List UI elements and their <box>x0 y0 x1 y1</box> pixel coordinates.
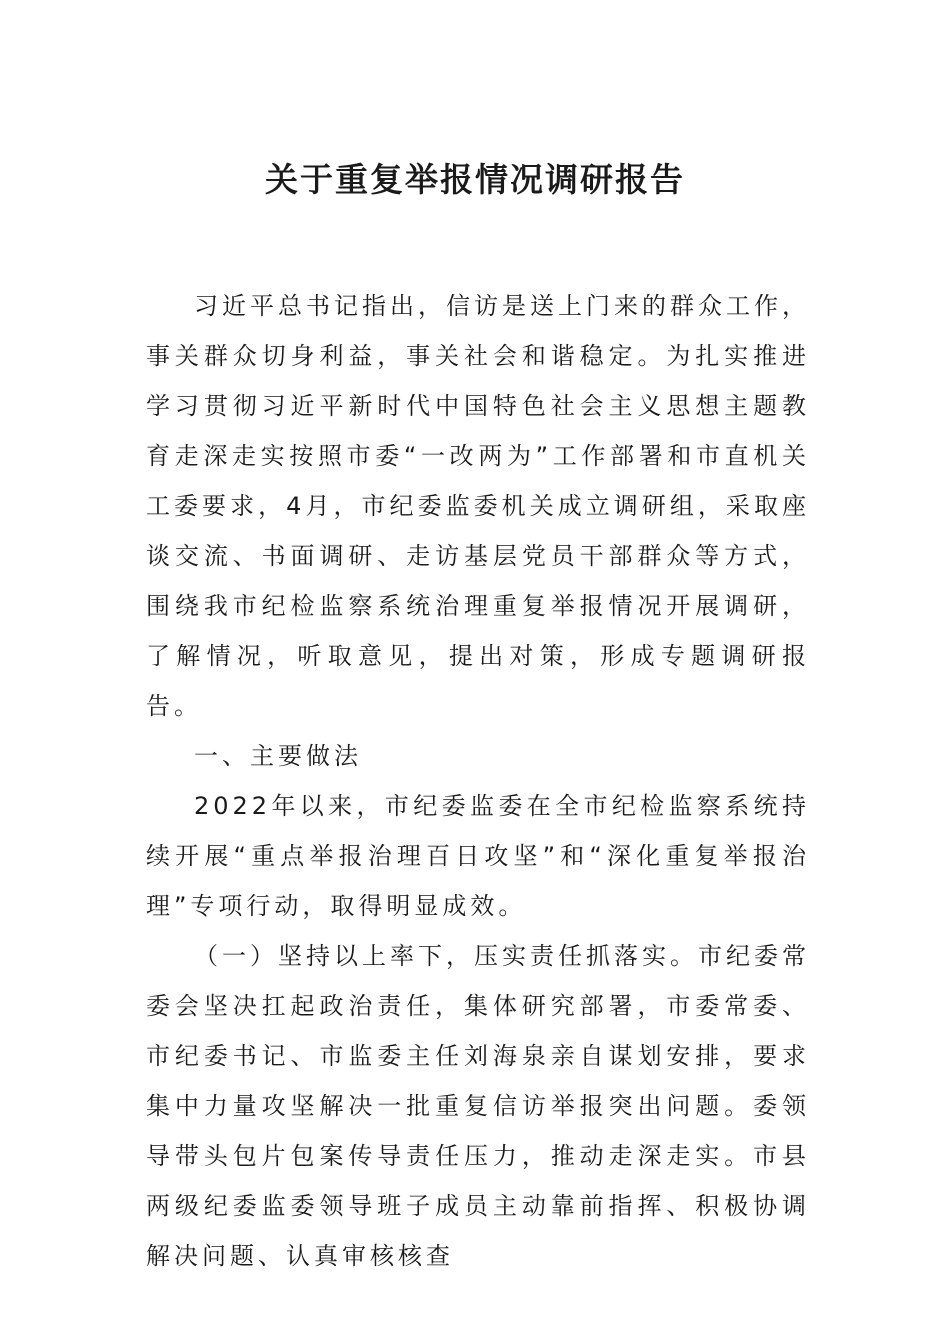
section-heading-1: 一、主要做法 <box>194 742 362 770</box>
intro-paragraph: 习近平总书记指出，信访是送上门来的群众工作，事关群众切身利益，事关社会和谐稳定。为扎实推进学习贯彻习近平新时代中国特色社会主义思想主题教育走深走实按照市委“一改两为”工作部署和市直机关工委要求，4月，市纪委监委机关成立调研组，采取座谈交流、书面调研、走访基层党员干部群众等方式，围绕我市纪检监察系统治理重复举报情况开展调研，了解情况，听取意见，提出对策，形成专题调研报告。 <box>146 292 810 720</box>
section1-paragraph: 2022年以来，市纪委监委在全市纪检监察系统持续开展“重点举报治理百日攻坚”和“深化重复举报治理”专项行动，取得明显成效。 <box>146 792 810 920</box>
document-body <box>146 281 810 1281</box>
item1-paragraph: （一）坚持以上率下，压实责任抓落实。市纪委常委会坚决扛起政治责任，集体研究部署，市委常委、市纪委书记、市监委主任刘海泉亲自谋划安排，要求集中力量攻坚解决一批重复信访举报突出问题。委领导带头包片包案传导责任压力，推动走深走实。市县两级纪委监委领导班子成员主动靠前指挥、积极协调解决问题、认真审核核查 <box>146 942 810 1270</box>
document-title: 关于重复举报情况调研报告 <box>265 160 685 199</box>
